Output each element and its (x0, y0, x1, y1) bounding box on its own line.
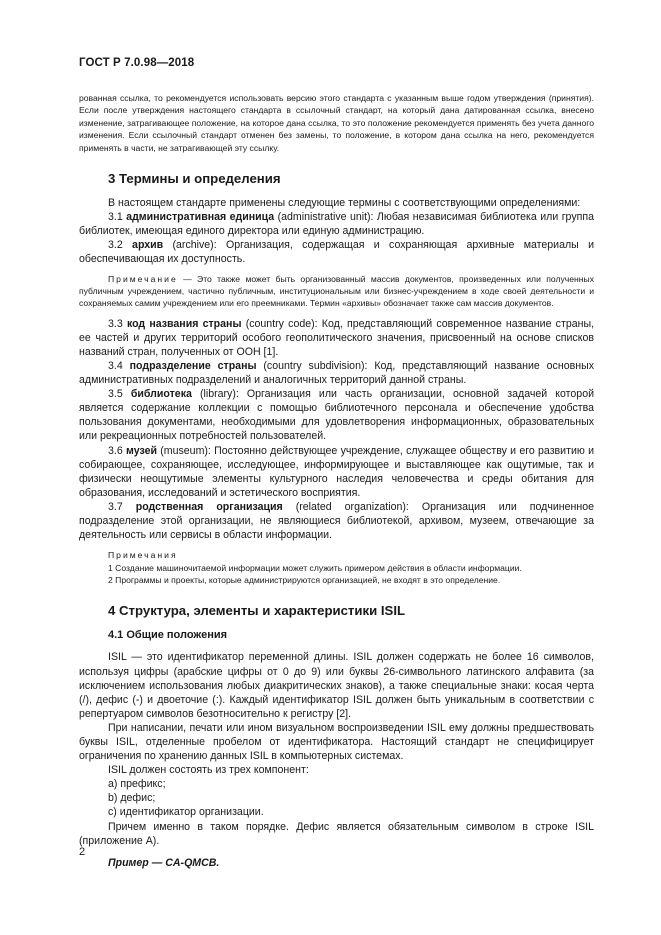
example-isil: Пример — CA-QMCB. (108, 856, 220, 869)
page-number: 2 (79, 846, 86, 858)
term-3-7: 3.7 родственная организация (related organization): Организация или подчиненное подразделение этой организации, не являющиеся библиотекой, архивом, музеем, отвечающие за деятельность или сервисы в области информации. (79, 500, 594, 542)
note-label: Примечание (108, 273, 178, 284)
term-3-1-name: административная единица (126, 211, 275, 224)
document-header: ГОСТ Р 7.0.98—2018 (79, 57, 195, 69)
paragraph-isil-order: Причем именно в таком порядке. Дефис является обязательным символом в строке ISIL (приложение А). (79, 820, 594, 847)
section-3-lead: В настоящем стандарте применены следующие термины с соответствующими определениями: (108, 197, 581, 210)
note-2: 2 Программы и проекты, которые администрируются организацией, не входят в это определение. (108, 575, 501, 586)
term-3-4: 3.4 подразделение страны (country subdivision): Код, представляющий название основных административных подразделений и аналогичных территорий данной страны. (79, 360, 594, 387)
term-3-6: 3.6 музей (museum): Постоянно действующее учреждение, служащее обществу и его развитию и собирающее, сохраняющее, исследующее, информирующее и выставляющее как ощутимые, так и физически неощутимые элементы культурного наследия человечества и среды обитания для образования, исследований и эстетического восприятия. (79, 444, 594, 499)
term-3-4-name: подразделение страны (129, 360, 257, 372)
paragraph-isil-components: ISIL должен состоять из трех компонент: (108, 764, 309, 777)
notes-label: Примечания (108, 550, 178, 561)
section-3-title: 3 Термины и определения (108, 171, 281, 187)
term-3-1: 3.1 административная единица (administrative unit): Любая независимая библиотека или группа библиотек, имеющая единого директора или единую администрацию. (79, 211, 594, 238)
section-4-title: 4 Структура, элементы и характеристики ISIL (108, 603, 406, 619)
note-3-2: Примечание — Это также может быть организованный массив документов, произведенных или полученных публичным учреждением, частично публичным, институциональным или бизнес-учреждением в ходе своей деятельности и сохраняемых самим учреждением или его преемниками. Термин «архивы» обозначает также сам массив документов. (79, 273, 594, 309)
term-3-3-name: код названия страны (126, 317, 242, 330)
term-3-2-name: архив (132, 239, 164, 252)
term-3-7-name: родственная организация (135, 500, 283, 513)
note-1: 1 Создание машиночитаемой информации может служить примером действия в области информации. (108, 562, 522, 573)
list-item-c: c) идентификатор организации. (108, 806, 264, 819)
list-item-b: b) дефис; (108, 792, 156, 805)
intro-paragraph: рованная ссылка, то рекомендуется использовать версию этого стандарта с указанным выше годом утверждения (принятия). Если после утверждения настоящего стандарта в ссылочный стандарт, на который дана датированная ссылка, внесено изменение, затрагивающее положение, на которое дана ссылка, то это положение рекомендуется применять без учета данного изменения. Если ссылочный стандарт отменен без замены, то положение, в котором дана ссылка на него, рекомендуется применять в части, не затрагивающей эту ссылку. (79, 93, 594, 153)
list-item-a: a) префикс; (108, 778, 166, 791)
term-3-2: 3.2 архив (archive): Организация, содержащая и сохраняющая архивные материалы и обеспечивающая их доступность. (79, 239, 594, 266)
term-3-3: 3.3 код названия страны (country code): Код, представляющий современное название страны, ее частей и других территорий особого геополитического значения, присвоенный на основе списков названий стран, полученных от ООН [1]. (79, 317, 595, 358)
subsection-4-1-title: 4.1 Общие положения (108, 629, 228, 642)
page-content (79, 92, 594, 870)
term-3-6-name: музей (126, 444, 157, 457)
term-3-5: 3.5 библиотека (library): Организация или часть организации, основной задачей которой является содержание коллекции с помощью библиотечного персонала и обеспечение удобства пользования документами, необходимыми для удовлетворения информационных, образовательных или рекреационных потребностей пользователей. (79, 388, 595, 443)
term-3-5-name: библиотека (130, 388, 192, 401)
paragraph-isil-definition: ISIL — это идентификатор переменной длины. ISIL должен содержать не более 16 символов, используя цифры (арабские цифры от 0 до 9) или буквы 26-символьного латинского алфавита (за исключением использования любых диакритических знаков), а также специальные знаки: косая черта (/), дефис (-) и двоеточие (:). Каждый идентификатор ISIL должен быть уникальным в соответствии с репертуаром символов безотносительно к регистру [2]. (79, 651, 594, 720)
paragraph-isil-writing: При написании, печати или ином визуальном воспроизведении ISIL ему должны предшествовать буквы ISIL, отделенные пробелом от идентификатора. Настоящий стандарт не специфицирует ограничения по хранению данных ISIL в компьютерных системах. (79, 721, 594, 763)
